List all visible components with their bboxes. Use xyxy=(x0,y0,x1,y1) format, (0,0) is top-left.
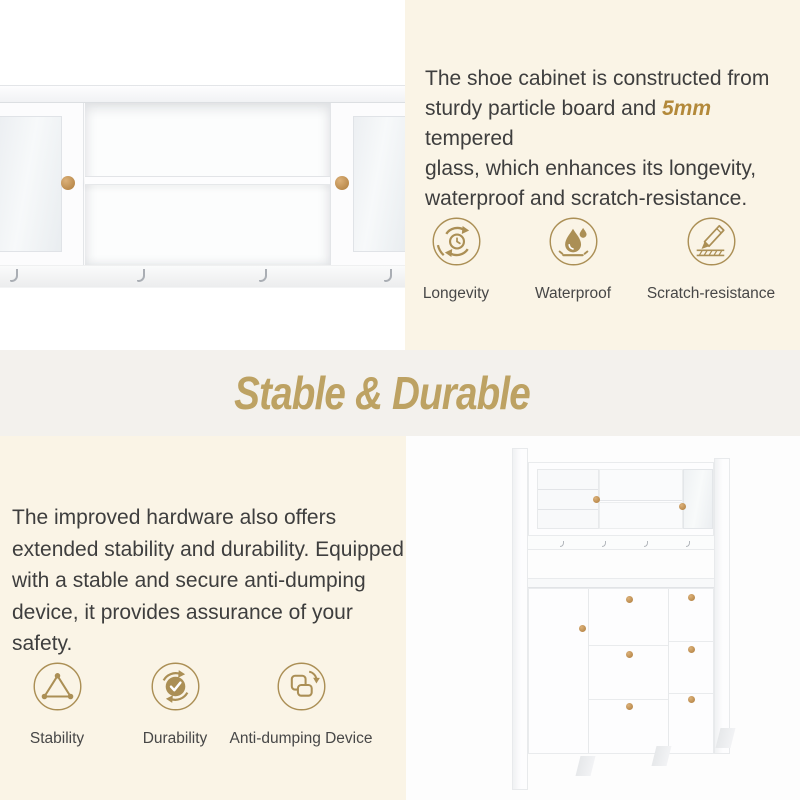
drawer-knob xyxy=(688,696,695,703)
feature-label: Scratch-resistance xyxy=(646,285,776,302)
description-bottom-paragraph xyxy=(12,502,410,660)
hutch-shelf-unit xyxy=(537,469,599,529)
full-cabinet-photo xyxy=(406,436,800,800)
hook-rail xyxy=(0,265,405,288)
paragraph-line: The improved hardware also offers xyxy=(12,506,337,529)
glass-pane-left xyxy=(0,116,62,252)
feature-scratch-resistance xyxy=(629,217,793,303)
paragraph-line: waterproof and scratch-resistance. xyxy=(425,187,748,210)
glass-door-left xyxy=(0,103,84,265)
feature-label: Anti-dumping Device xyxy=(229,730,373,747)
waterproof-icon xyxy=(549,217,598,266)
scratch-resistance-icon xyxy=(687,217,736,266)
hutch-glass-door xyxy=(683,469,713,529)
paragraph-line: sturdy particle board and 5mm tempered xyxy=(425,97,711,150)
cabinet-body xyxy=(0,103,405,265)
cabinet-counter-top xyxy=(528,578,714,588)
feature-label: Durability xyxy=(142,730,208,747)
cabinet-side-post-right xyxy=(714,458,730,754)
feature-anti-dumping xyxy=(219,662,383,748)
section-title-band xyxy=(0,350,800,436)
cabinet-hook-rail xyxy=(528,536,714,550)
cabinet-foot xyxy=(716,728,736,748)
coat-hook-icon xyxy=(560,541,564,547)
durability-icon xyxy=(151,662,200,711)
door-knob-right xyxy=(335,176,349,190)
cabinet-hutch xyxy=(528,462,714,536)
stability-icon xyxy=(33,662,82,711)
description-bottom-section xyxy=(0,436,406,800)
open-compartment xyxy=(85,103,330,265)
feature-label: Stability xyxy=(29,730,85,747)
highlight-5mm: 5mm xyxy=(661,97,711,120)
hutch-knob xyxy=(593,496,600,503)
shelf-board xyxy=(85,176,330,185)
feature-label: Waterproof xyxy=(534,285,612,302)
door-knob-left xyxy=(61,176,75,190)
coat-hook-icon xyxy=(644,541,648,547)
description-top-section xyxy=(405,0,800,350)
paragraph-line: device, it provides assurance of your safety. xyxy=(12,600,353,655)
flip-drawer-column-middle xyxy=(589,589,669,753)
cabinet-base xyxy=(528,588,714,754)
drawer-knob xyxy=(626,596,633,603)
cabinet-foot xyxy=(576,756,596,776)
door-knob xyxy=(579,625,586,632)
description-top-paragraph xyxy=(425,64,795,214)
coat-hook-icon xyxy=(686,541,690,547)
drawer-knob xyxy=(688,594,695,601)
drawer-knob xyxy=(626,703,633,710)
feature-label: Longevity xyxy=(422,285,490,302)
base-door-left xyxy=(529,589,589,753)
flip-drawer-column-right xyxy=(669,589,713,753)
hutch-knob xyxy=(679,503,686,510)
cabinet-side-post-left xyxy=(512,448,528,790)
drawer-knob xyxy=(688,646,695,653)
paragraph-line: with a stable and secure anti-dumping xyxy=(12,569,366,592)
anti-dumping-icon xyxy=(277,662,326,711)
longevity-icon xyxy=(432,217,481,266)
paragraph-line: extended stability and durability. Equipped xyxy=(12,537,404,561)
coat-hook-icon xyxy=(602,541,606,547)
section-title: Stable & Durable xyxy=(234,367,530,419)
cabinet-top-surface xyxy=(0,85,405,103)
cabinet-foot xyxy=(652,746,672,766)
paragraph-line: glass, which enhances its longevity, xyxy=(425,157,757,180)
cabinet-hutch-photo xyxy=(0,0,405,350)
drawer-knob xyxy=(626,651,633,658)
paragraph-line: The shoe cabinet is constructed from xyxy=(425,67,770,90)
hutch-open-compartment xyxy=(599,469,683,529)
